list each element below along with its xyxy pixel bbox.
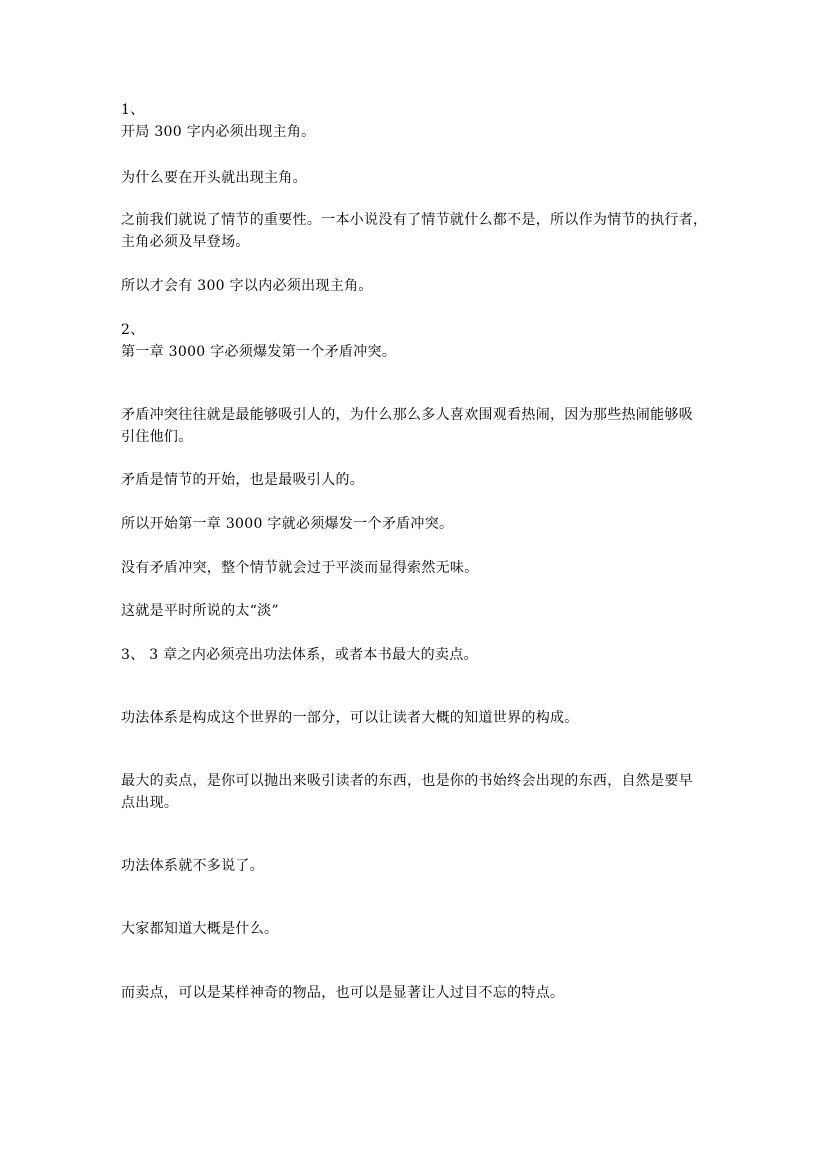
paragraph: 为什么要在开头就出现主角。: [121, 170, 307, 186]
paragraph: 所以开始第一章 3000 字就必须爆发一个矛盾冲突。: [121, 516, 454, 532]
section-heading-1: 开局 300 字内必须出现主角。: [121, 124, 316, 140]
paragraph: 而卖点，可以是某样神奇的物品，也可以是显著让人过目不忘的特点。: [121, 985, 565, 1001]
paragraph: 大家都知道大概是什么。: [121, 921, 279, 937]
paragraph: 功法体系就不多说了。: [121, 858, 264, 874]
paragraph: 所以才会有 300 字以内必须出现主角。: [121, 278, 373, 294]
paragraph: 矛盾是情节的开始，也是最吸引人的。: [121, 472, 365, 488]
paragraph-line: 矛盾冲突往往就是最能够吸引人的，为什么那么多人喜欢围观看热闹，因为那些热闹能够吸: [121, 407, 693, 423]
paragraph: 没有矛盾冲突，整个情节就会过于平淡而显得索然无味。: [121, 560, 479, 576]
paragraph: 这就是平时所说的太“淡”: [121, 603, 279, 619]
paragraph: 功法体系是构成这个世界的一部分，可以让读者大概的知道世界的构成。: [121, 710, 579, 726]
section-number-1: 1、: [121, 102, 145, 118]
paragraph-line: 最大的卖点，是你可以抛出来吸引读者的东西，也是你的书始终会出现的东西，自然是要早: [121, 773, 693, 789]
section-heading-2: 第一章 3000 字必须爆发第一个矛盾冲突。: [121, 344, 397, 360]
paragraph-line: 引住他们。: [121, 429, 193, 445]
paragraph-line: 点出现。: [121, 795, 179, 811]
paragraph-line: 主角必须及早登场。: [121, 234, 250, 250]
section-heading-3: 3、 3 章之内必须亮出功法体系，或者本书最大的卖点。: [121, 647, 478, 663]
paragraph-line: 之前我们就说了情节的重要性。一本小说没有了情节就什么都不是，所以作为情节的执行者，: [121, 212, 708, 228]
section-number-2: 2、: [121, 322, 145, 338]
